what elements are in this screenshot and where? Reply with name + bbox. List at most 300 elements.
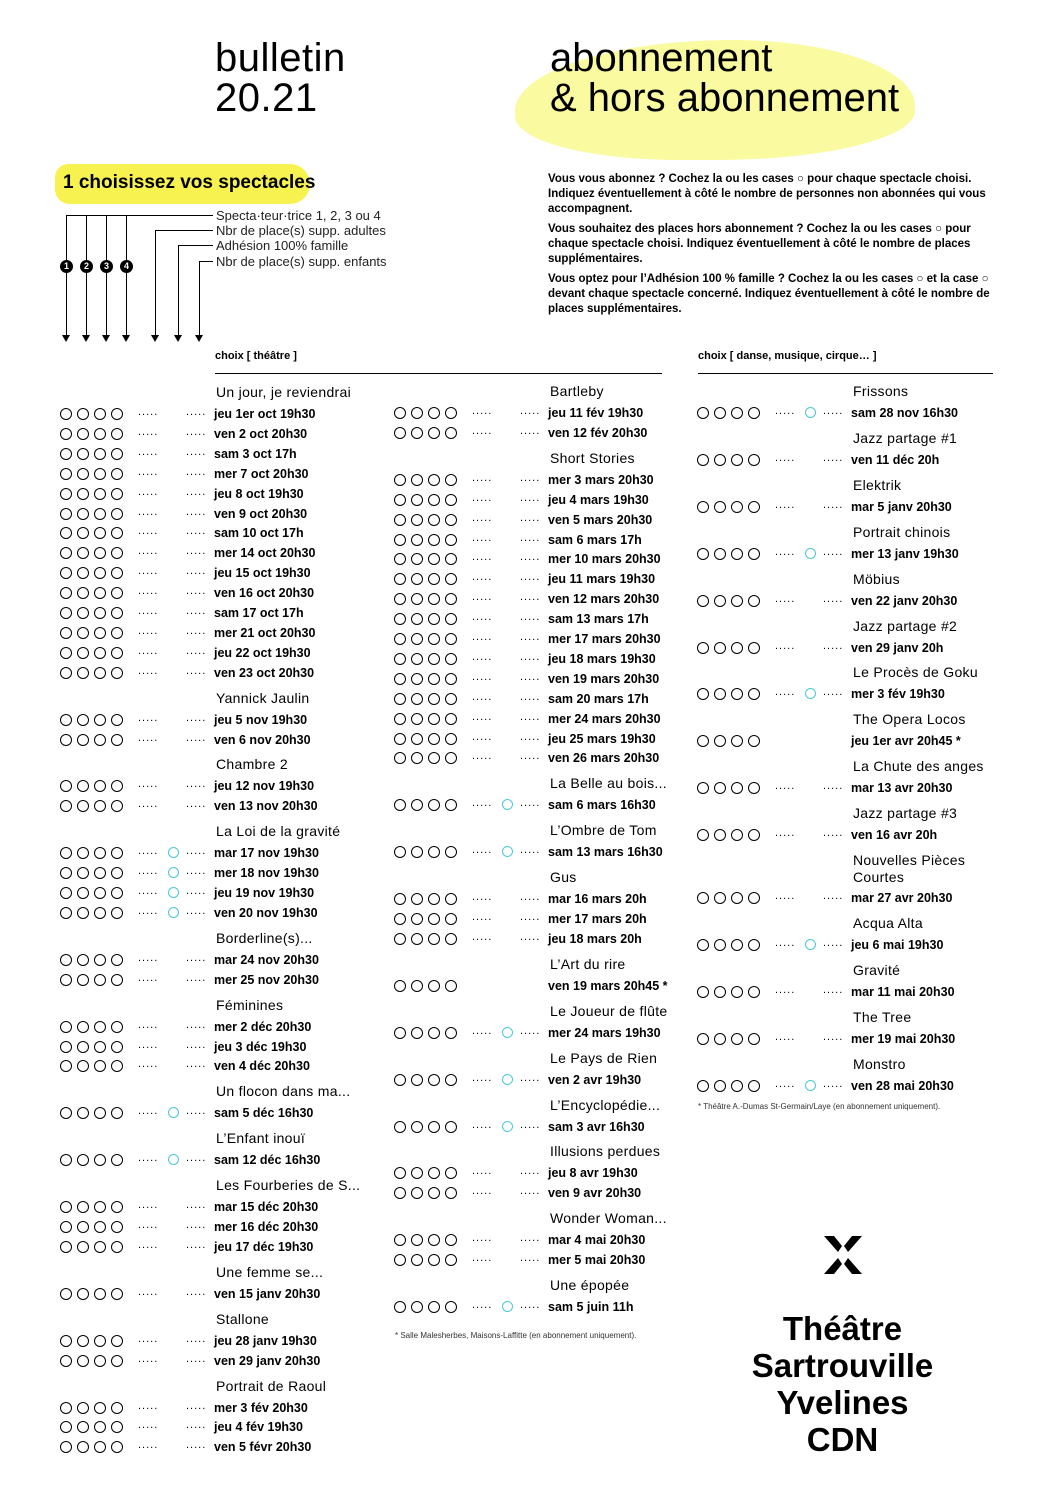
extra-adults-field[interactable]: ..... — [775, 780, 796, 793]
spectator-3-checkbox[interactable] — [94, 408, 106, 420]
spectator-3-checkbox[interactable] — [428, 693, 440, 705]
extra-adults-field[interactable]: ..... — [472, 891, 493, 904]
extra-adults-field[interactable]: ..... — [472, 1118, 493, 1131]
spectator-4-checkbox[interactable] — [111, 468, 123, 480]
spectator-1-checkbox[interactable] — [60, 887, 72, 899]
spectator-3-checkbox[interactable] — [94, 907, 106, 919]
spectator-4-checkbox[interactable] — [111, 1421, 123, 1433]
family-checkbox[interactable] — [805, 688, 816, 699]
spectator-4-checkbox[interactable] — [111, 1288, 123, 1300]
extra-children-field[interactable]: ..... — [520, 1165, 541, 1178]
spectator-2-checkbox[interactable] — [411, 1254, 423, 1266]
extra-adults-field[interactable]: ..... — [138, 885, 159, 897]
spectator-3-checkbox[interactable] — [731, 892, 743, 904]
spectator-2-checkbox[interactable] — [411, 1187, 423, 1199]
spectator-1-checkbox[interactable] — [394, 1301, 406, 1313]
spectator-4-checkbox[interactable] — [748, 735, 760, 747]
spectator-3-checkbox[interactable] — [94, 627, 106, 639]
extra-adults-field[interactable]: ..... — [472, 1024, 493, 1037]
extra-adults-field[interactable]: ..... — [472, 930, 493, 943]
extra-children-field[interactable]: ..... — [823, 405, 844, 417]
spectator-2-checkbox[interactable] — [77, 780, 89, 792]
spectator-3-checkbox[interactable] — [731, 782, 743, 794]
spectator-3-checkbox[interactable] — [428, 846, 440, 858]
spectator-2-checkbox[interactable] — [77, 587, 89, 599]
spectator-3-checkbox[interactable] — [94, 448, 106, 460]
extra-children-field[interactable]: ..... — [520, 730, 541, 743]
spectator-4-checkbox[interactable] — [111, 527, 123, 539]
extra-children-field[interactable]: ..... — [186, 445, 207, 458]
spectator-1-checkbox[interactable] — [60, 734, 72, 746]
spectator-2-checkbox[interactable] — [77, 1402, 89, 1414]
extra-children-field[interactable]: ..... — [520, 650, 541, 663]
spectator-1-checkbox[interactable] — [60, 567, 72, 579]
extra-children-field[interactable]: ..... — [520, 471, 541, 484]
spectator-2-checkbox[interactable] — [77, 1201, 89, 1213]
family-checkbox[interactable] — [502, 846, 513, 857]
spectator-4-checkbox[interactable] — [445, 1027, 457, 1039]
spectator-1-checkbox[interactable] — [394, 1187, 406, 1199]
spectator-3-checkbox[interactable] — [731, 986, 743, 998]
spectator-1-checkbox[interactable] — [394, 474, 406, 486]
spectator-2-checkbox[interactable] — [411, 693, 423, 705]
extra-children-field[interactable]: ..... — [823, 639, 844, 652]
spectator-3-checkbox[interactable] — [94, 1060, 106, 1072]
extra-adults-field[interactable]: ..... — [472, 911, 493, 923]
extra-adults-field[interactable]: ..... — [138, 1419, 159, 1432]
extra-adults-field[interactable]: ..... — [472, 750, 493, 763]
spectator-3-checkbox[interactable] — [428, 713, 440, 725]
extra-adults-field[interactable]: ..... — [775, 451, 796, 464]
spectator-3-checkbox[interactable] — [94, 1107, 106, 1119]
spectator-4-checkbox[interactable] — [111, 1154, 123, 1166]
spectator-4-checkbox[interactable] — [748, 595, 760, 607]
spectator-4-checkbox[interactable] — [111, 428, 123, 440]
extra-children-field[interactable]: ..... — [186, 565, 207, 578]
extra-children-field[interactable]: ..... — [823, 1077, 844, 1090]
spectator-1-checkbox[interactable] — [394, 613, 406, 625]
spectator-1-checkbox[interactable] — [394, 534, 406, 546]
extra-children-field[interactable]: ..... — [186, 545, 207, 558]
extra-children-field[interactable]: ..... — [520, 1299, 541, 1311]
spectator-4-checkbox[interactable] — [111, 907, 123, 919]
spectator-3-checkbox[interactable] — [731, 407, 743, 419]
family-checkbox[interactable] — [502, 1074, 513, 1085]
extra-adults-field[interactable]: ..... — [138, 865, 159, 878]
spectator-2-checkbox[interactable] — [77, 1421, 89, 1433]
extra-adults-field[interactable]: ..... — [472, 591, 493, 604]
spectator-3-checkbox[interactable] — [94, 1201, 106, 1213]
family-checkbox[interactable] — [168, 907, 179, 918]
spectator-4-checkbox[interactable] — [748, 1033, 760, 1045]
spectator-2-checkbox[interactable] — [77, 1441, 89, 1453]
spectator-4-checkbox[interactable] — [111, 734, 123, 746]
extra-adults-field[interactable]: ..... — [138, 1285, 159, 1298]
extra-children-field[interactable]: ..... — [520, 844, 541, 857]
spectator-3-checkbox[interactable] — [94, 1154, 106, 1166]
extra-children-field[interactable]: ..... — [186, 1332, 207, 1345]
spectator-4-checkbox[interactable] — [748, 782, 760, 794]
extra-children-field[interactable]: ..... — [823, 498, 844, 511]
extra-adults-field[interactable]: ..... — [775, 639, 796, 652]
spectator-1-checkbox[interactable] — [60, 1355, 72, 1367]
spectator-1-checkbox[interactable] — [394, 713, 406, 725]
spectator-4-checkbox[interactable] — [445, 427, 457, 439]
spectator-3-checkbox[interactable] — [94, 547, 106, 559]
spectator-1-checkbox[interactable] — [60, 547, 72, 559]
spectator-2-checkbox[interactable] — [714, 688, 726, 700]
spectator-1-checkbox[interactable] — [394, 933, 406, 945]
extra-children-field[interactable]: ..... — [823, 936, 844, 949]
extra-children-field[interactable]: ..... — [520, 1185, 541, 1198]
spectator-1-checkbox[interactable] — [394, 1121, 406, 1133]
spectator-1-checkbox[interactable] — [697, 407, 709, 419]
extra-adults-field[interactable]: ..... — [138, 731, 159, 744]
spectator-3-checkbox[interactable] — [94, 734, 106, 746]
spectator-2-checkbox[interactable] — [411, 427, 423, 439]
spectator-1-checkbox[interactable] — [697, 782, 709, 794]
extra-adults-field[interactable]: ..... — [472, 491, 493, 504]
spectator-3-checkbox[interactable] — [94, 1221, 106, 1233]
spectator-3-checkbox[interactable] — [428, 407, 440, 419]
spectator-4-checkbox[interactable] — [445, 407, 457, 419]
extra-children-field[interactable]: ..... — [823, 592, 844, 605]
spectator-1-checkbox[interactable] — [394, 693, 406, 705]
extra-children-field[interactable]: ..... — [520, 611, 541, 624]
spectator-4-checkbox[interactable] — [111, 607, 123, 619]
spectator-2-checkbox[interactable] — [411, 633, 423, 645]
spectator-3-checkbox[interactable] — [94, 1021, 106, 1033]
spectator-1-checkbox[interactable] — [394, 593, 406, 605]
spectator-1-checkbox[interactable] — [394, 752, 406, 764]
extra-children-field[interactable]: ..... — [520, 631, 541, 643]
extra-adults-field[interactable]: ..... — [138, 778, 159, 791]
spectator-2-checkbox[interactable] — [411, 653, 423, 665]
spectator-4-checkbox[interactable] — [445, 846, 457, 858]
spectator-4-checkbox[interactable] — [445, 1121, 457, 1133]
spectator-1-checkbox[interactable] — [697, 1033, 709, 1045]
spectator-4-checkbox[interactable] — [445, 799, 457, 811]
spectator-3-checkbox[interactable] — [731, 595, 743, 607]
spectator-3-checkbox[interactable] — [731, 548, 743, 560]
spectator-1-checkbox[interactable] — [697, 986, 709, 998]
spectator-3-checkbox[interactable] — [428, 1254, 440, 1266]
spectator-4-checkbox[interactable] — [111, 847, 123, 859]
spectator-1-checkbox[interactable] — [60, 847, 72, 859]
spectator-3-checkbox[interactable] — [428, 514, 440, 526]
extra-adults-field[interactable]: ..... — [138, 1105, 159, 1118]
spectator-3-checkbox[interactable] — [94, 1335, 106, 1347]
spectator-3-checkbox[interactable] — [731, 642, 743, 654]
spectator-4-checkbox[interactable] — [111, 667, 123, 679]
extra-children-field[interactable]: ..... — [186, 605, 207, 617]
spectator-3-checkbox[interactable] — [428, 494, 440, 506]
extra-children-field[interactable]: ..... — [186, 664, 207, 677]
extra-children-field[interactable]: ..... — [186, 731, 207, 744]
spectator-3-checkbox[interactable] — [428, 593, 440, 605]
spectator-1-checkbox[interactable] — [394, 913, 406, 925]
spectator-4-checkbox[interactable] — [445, 593, 457, 605]
spectator-1-checkbox[interactable] — [60, 1441, 72, 1453]
extra-adults-field[interactable]: ..... — [138, 465, 159, 478]
spectator-2-checkbox[interactable] — [77, 527, 89, 539]
spectator-1-checkbox[interactable] — [394, 1167, 406, 1179]
extra-adults-field[interactable]: ..... — [472, 1185, 493, 1198]
extra-adults-field[interactable]: ..... — [138, 1439, 159, 1452]
spectator-3-checkbox[interactable] — [94, 527, 106, 539]
extra-children-field[interactable]: ..... — [520, 1232, 541, 1245]
spectator-4-checkbox[interactable] — [445, 1074, 457, 1086]
spectator-3-checkbox[interactable] — [428, 1167, 440, 1179]
extra-children-field[interactable]: ..... — [186, 1238, 207, 1251]
spectator-4-checkbox[interactable] — [445, 573, 457, 585]
extra-adults-field[interactable]: ..... — [472, 424, 493, 437]
spectator-3-checkbox[interactable] — [428, 427, 440, 439]
spectator-3-checkbox[interactable] — [94, 647, 106, 659]
extra-children-field[interactable]: ..... — [823, 890, 844, 902]
spectator-3-checkbox[interactable] — [428, 913, 440, 925]
spectator-3-checkbox[interactable] — [428, 534, 440, 546]
extra-children-field[interactable]: ..... — [186, 711, 207, 724]
spectator-2-checkbox[interactable] — [77, 1335, 89, 1347]
extra-children-field[interactable]: ..... — [186, 778, 207, 791]
spectator-2-checkbox[interactable] — [77, 734, 89, 746]
spectator-2-checkbox[interactable] — [411, 613, 423, 625]
spectator-4-checkbox[interactable] — [445, 1301, 457, 1313]
extra-children-field[interactable]: ..... — [823, 451, 844, 464]
family-checkbox[interactable] — [805, 939, 816, 950]
spectator-1-checkbox[interactable] — [60, 1241, 72, 1253]
spectator-4-checkbox[interactable] — [445, 713, 457, 725]
spectator-2-checkbox[interactable] — [714, 986, 726, 998]
extra-children-field[interactable]: ..... — [186, 1152, 207, 1165]
spectator-1-checkbox[interactable] — [60, 627, 72, 639]
spectator-2-checkbox[interactable] — [77, 547, 89, 559]
extra-children-field[interactable]: ..... — [186, 624, 207, 637]
spectator-4-checkbox[interactable] — [111, 448, 123, 460]
spectator-2-checkbox[interactable] — [411, 893, 423, 905]
spectator-1-checkbox[interactable] — [60, 1201, 72, 1213]
spectator-1-checkbox[interactable] — [60, 1288, 72, 1300]
spectator-4-checkbox[interactable] — [111, 780, 123, 792]
spectator-3-checkbox[interactable] — [428, 1027, 440, 1039]
extra-adults-field[interactable]: ..... — [138, 505, 159, 518]
spectator-4-checkbox[interactable] — [111, 887, 123, 899]
spectator-2-checkbox[interactable] — [411, 752, 423, 764]
spectator-2-checkbox[interactable] — [77, 428, 89, 440]
spectator-2-checkbox[interactable] — [714, 407, 726, 419]
extra-children-field[interactable]: ..... — [186, 505, 207, 518]
spectator-1-checkbox[interactable] — [394, 799, 406, 811]
extra-adults-field[interactable]: ..... — [472, 531, 493, 544]
spectator-4-checkbox[interactable] — [445, 474, 457, 486]
extra-adults-field[interactable]: ..... — [472, 571, 493, 584]
spectator-4-checkbox[interactable] — [111, 587, 123, 599]
spectator-1-checkbox[interactable] — [697, 642, 709, 654]
spectator-3-checkbox[interactable] — [94, 587, 106, 599]
spectator-4-checkbox[interactable] — [111, 1335, 123, 1347]
spectator-4-checkbox[interactable] — [111, 867, 123, 879]
extra-adults-field[interactable]: ..... — [775, 545, 796, 558]
spectator-3-checkbox[interactable] — [94, 1441, 106, 1453]
spectator-1-checkbox[interactable] — [60, 954, 72, 966]
spectator-1-checkbox[interactable] — [60, 488, 72, 500]
spectator-1-checkbox[interactable] — [60, 527, 72, 539]
spectator-3-checkbox[interactable] — [731, 454, 743, 466]
extra-adults-field[interactable]: ..... — [138, 951, 159, 964]
extra-adults-field[interactable]: ..... — [138, 1152, 159, 1165]
extra-children-field[interactable]: ..... — [186, 585, 207, 598]
spectator-1-checkbox[interactable] — [60, 428, 72, 440]
spectator-4-checkbox[interactable] — [111, 954, 123, 966]
spectator-4-checkbox[interactable] — [445, 733, 457, 745]
extra-children-field[interactable]: ..... — [186, 1038, 207, 1051]
spectator-1-checkbox[interactable] — [60, 448, 72, 460]
spectator-4-checkbox[interactable] — [445, 1254, 457, 1266]
extra-adults-field[interactable]: ..... — [138, 1399, 159, 1412]
spectator-1-checkbox[interactable] — [394, 514, 406, 526]
spectator-1-checkbox[interactable] — [60, 714, 72, 726]
extra-adults-field[interactable]: ..... — [472, 1299, 493, 1311]
spectator-4-checkbox[interactable] — [748, 1080, 760, 1092]
extra-adults-field[interactable]: ..... — [472, 670, 493, 683]
spectator-4-checkbox[interactable] — [445, 1167, 457, 1179]
spectator-1-checkbox[interactable] — [394, 893, 406, 905]
spectator-4-checkbox[interactable] — [111, 1355, 123, 1367]
spectator-2-checkbox[interactable] — [77, 488, 89, 500]
spectator-3-checkbox[interactable] — [428, 1234, 440, 1246]
spectator-1-checkbox[interactable] — [60, 1421, 72, 1433]
spectator-4-checkbox[interactable] — [445, 553, 457, 565]
family-checkbox[interactable] — [168, 867, 179, 878]
spectator-3-checkbox[interactable] — [428, 1187, 440, 1199]
extra-children-field[interactable]: ..... — [520, 1024, 541, 1037]
extra-children-field[interactable]: ..... — [520, 670, 541, 683]
extra-adults-field[interactable]: ..... — [775, 1077, 796, 1090]
spectator-2-checkbox[interactable] — [77, 907, 89, 919]
spectator-4-checkbox[interactable] — [111, 714, 123, 726]
spectator-3-checkbox[interactable] — [428, 893, 440, 905]
extra-adults-field[interactable]: ..... — [472, 405, 493, 417]
extra-children-field[interactable]: ..... — [186, 1105, 207, 1118]
spectator-3-checkbox[interactable] — [94, 714, 106, 726]
extra-children-field[interactable]: ..... — [186, 406, 207, 418]
spectator-4-checkbox[interactable] — [748, 939, 760, 951]
spectator-1-checkbox[interactable] — [60, 907, 72, 919]
spectator-1-checkbox[interactable] — [60, 1154, 72, 1166]
family-checkbox[interactable] — [502, 799, 513, 810]
spectator-3-checkbox[interactable] — [731, 1033, 743, 1045]
extra-adults-field[interactable]: ..... — [472, 511, 493, 524]
spectator-2-checkbox[interactable] — [411, 933, 423, 945]
spectator-4-checkbox[interactable] — [445, 673, 457, 685]
spectator-1-checkbox[interactable] — [697, 735, 709, 747]
spectator-1-checkbox[interactable] — [394, 846, 406, 858]
spectator-3-checkbox[interactable] — [94, 867, 106, 879]
extra-children-field[interactable]: ..... — [520, 491, 541, 504]
spectator-3-checkbox[interactable] — [94, 1402, 106, 1414]
spectator-4-checkbox[interactable] — [445, 1234, 457, 1246]
spectator-3-checkbox[interactable] — [731, 829, 743, 841]
spectator-4-checkbox[interactable] — [748, 642, 760, 654]
spectator-4-checkbox[interactable] — [111, 647, 123, 659]
spectator-2-checkbox[interactable] — [77, 887, 89, 899]
spectator-3-checkbox[interactable] — [731, 939, 743, 951]
extra-adults-field[interactable]: ..... — [138, 664, 159, 677]
spectator-3-checkbox[interactable] — [428, 673, 440, 685]
spectator-1-checkbox[interactable] — [394, 1027, 406, 1039]
extra-adults-field[interactable]: ..... — [472, 650, 493, 663]
extra-adults-field[interactable]: ..... — [472, 1071, 493, 1084]
spectator-1-checkbox[interactable] — [697, 829, 709, 841]
extra-children-field[interactable]: ..... — [186, 971, 207, 984]
extra-adults-field[interactable]: ..... — [472, 844, 493, 857]
extra-children-field[interactable]: ..... — [823, 780, 844, 793]
extra-children-field[interactable]: ..... — [520, 1071, 541, 1084]
extra-adults-field[interactable]: ..... — [472, 1252, 493, 1265]
spectator-4-checkbox[interactable] — [748, 501, 760, 513]
spectator-2-checkbox[interactable] — [77, 567, 89, 579]
spectator-1-checkbox[interactable] — [394, 733, 406, 745]
spectator-2-checkbox[interactable] — [714, 454, 726, 466]
spectator-4-checkbox[interactable] — [445, 1187, 457, 1199]
extra-adults-field[interactable]: ..... — [138, 525, 159, 538]
spectator-4-checkbox[interactable] — [111, 547, 123, 559]
spectator-1-checkbox[interactable] — [60, 587, 72, 599]
spectator-3-checkbox[interactable] — [94, 974, 106, 986]
spectator-1-checkbox[interactable] — [60, 1041, 72, 1053]
spectator-4-checkbox[interactable] — [111, 1241, 123, 1253]
spectator-3-checkbox[interactable] — [94, 1041, 106, 1053]
spectator-4-checkbox[interactable] — [445, 633, 457, 645]
extra-adults-field[interactable]: ..... — [138, 1332, 159, 1345]
spectator-1-checkbox[interactable] — [394, 633, 406, 645]
spectator-2-checkbox[interactable] — [411, 534, 423, 546]
spectator-4-checkbox[interactable] — [445, 613, 457, 625]
spectator-2-checkbox[interactable] — [411, 1121, 423, 1133]
spectator-4-checkbox[interactable] — [445, 913, 457, 925]
spectator-2-checkbox[interactable] — [77, 508, 89, 520]
spectator-2-checkbox[interactable] — [77, 1060, 89, 1072]
family-checkbox[interactable] — [805, 548, 816, 559]
family-checkbox[interactable] — [168, 887, 179, 898]
extra-adults-field[interactable]: ..... — [775, 592, 796, 605]
spectator-4-checkbox[interactable] — [111, 627, 123, 639]
spectator-3-checkbox[interactable] — [94, 468, 106, 480]
extra-adults-field[interactable]: ..... — [138, 545, 159, 558]
extra-children-field[interactable]: ..... — [186, 885, 207, 897]
extra-children-field[interactable]: ..... — [186, 1439, 207, 1452]
extra-adults-field[interactable]: ..... — [138, 485, 159, 498]
spectator-4-checkbox[interactable] — [111, 1221, 123, 1233]
spectator-3-checkbox[interactable] — [428, 1301, 440, 1313]
extra-children-field[interactable]: ..... — [520, 531, 541, 544]
spectator-2-checkbox[interactable] — [77, 448, 89, 460]
spectator-4-checkbox[interactable] — [445, 653, 457, 665]
spectator-3-checkbox[interactable] — [428, 752, 440, 764]
extra-adults-field[interactable]: ..... — [472, 631, 493, 643]
family-checkbox[interactable] — [168, 847, 179, 858]
spectator-4-checkbox[interactable] — [445, 893, 457, 905]
spectator-3-checkbox[interactable] — [94, 1288, 106, 1300]
extra-adults-field[interactable]: ..... — [138, 406, 159, 418]
spectator-1-checkbox[interactable] — [60, 867, 72, 879]
spectator-1-checkbox[interactable] — [60, 974, 72, 986]
extra-children-field[interactable]: ..... — [186, 865, 207, 878]
spectator-2-checkbox[interactable] — [77, 714, 89, 726]
family-checkbox[interactable] — [502, 1121, 513, 1132]
extra-children-field[interactable]: ..... — [186, 1352, 207, 1365]
